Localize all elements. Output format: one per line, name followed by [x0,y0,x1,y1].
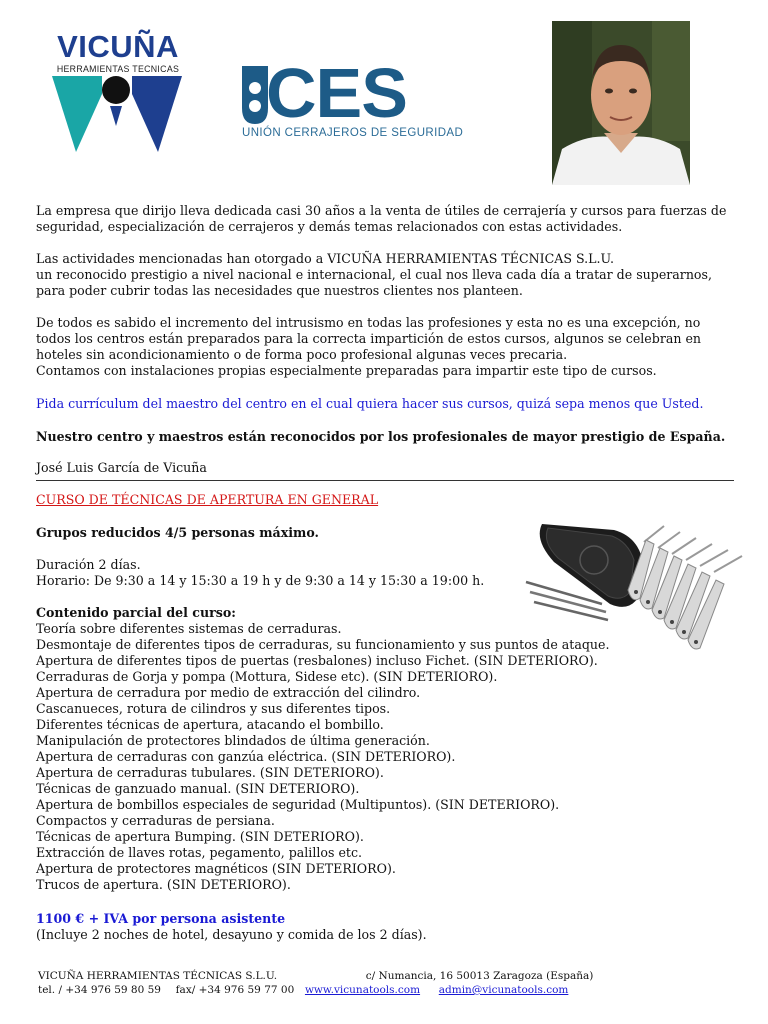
text-line: La empresa que dirijo lleva dedicada casi 30 años a la venta de útiles de cerrajería y cursos para fuerzas de [36,203,727,218]
footer-address: c/ Numancia, 16 50013 Zaragoza (España) [365,970,594,982]
content-item: Apertura de diferentes tipos de puertas (resbalones) incluso Fichet. (SIN DETERIORO). [36,653,598,668]
signature: José Luis García de Vicuña [36,460,207,475]
intro-paragraph-2 [36,251,712,299]
course-price: 1100 € + IVA por persona asistente [36,911,286,926]
vicuna-logo [38,30,198,155]
uces-logo-wordmark: CES [266,54,407,132]
content-item: Teoría sobre diferentes sistemas de cerraduras. [36,621,342,636]
content-item: Compactos y cerraduras de persiana. [36,813,275,828]
content-item: Cascanueces, rotura de cilindros y sus diferentes tipos. [36,701,391,716]
content-item: Apertura de cerradura por medio de extracción del cilindro. [36,685,421,700]
content-item: Cerraduras de Gorja y pompa (Mottura, Sidese etc). (SIN DETERIORO). [36,669,498,684]
footer-company: VICUÑA HERRAMIENTAS TÉCNICAS S.L.U. [38,970,278,982]
content-item: Trucos de apertura. (SIN DETERIORO). [36,877,291,892]
footer-email-link[interactable]: admin@vicunatools.com [438,984,569,996]
course-price-note: (Incluye 2 noches de hotel, desayuno y comida de los 2 días). [36,927,427,942]
content-item: Técnicas de apertura Bumping. (SIN DETERIORO). [36,829,364,844]
content-item: Extracción de llaves rotas, pegamento, palillos etc. [36,845,363,860]
text-line: Contamos con instalaciones propias especialmente preparadas para impartir este tipo de cursos. [36,363,657,378]
text-line: todos los centros están preparados para la correcta impartición de estos cursos, algunos se celebran en [36,331,702,346]
content-item: Técnicas de ganzuado manual. (SIN DETERIORO). [36,781,360,796]
uces-logo [240,54,485,148]
text-line: para poder cubrir todas las necesidades que nuestros clientes nos planteen. [36,283,523,298]
content-item: Apertura de protectores magnéticos (SIN DETERIORO). [36,861,396,876]
course-title: CURSO DE TÉCNICAS DE APERTURA EN GENERAL [36,492,379,507]
vicuna-emblem-icon [52,76,182,152]
content-item: Desmontaje de diferentes tipos de cerraduras, su funcionamiento y sus puntos de ataque. [36,637,610,652]
text-line: seguridad, especialización de cerrajeros y demás temas relacionados con estas actividades. [36,219,623,234]
course-groups: Grupos reducidos 4/5 personas máximo. [36,525,319,540]
intro-paragraph-1 [36,203,726,235]
content-item: Diferentes técnicas de apertura, atacando el bombillo. [36,717,384,732]
footer [38,969,593,997]
intro-paragraph-3 [36,315,701,379]
text-line: hoteles sin acondicionamiento o de forma poco profesional algunas veces precaria. [36,347,568,362]
section-divider [36,480,734,481]
director-portrait [552,21,690,185]
vicuna-logo-name: VICUÑA [57,29,179,64]
footer-phone: tel. / +34 976 59 80 59 [38,984,161,996]
recognition-statement: Nuestro centro y maestros están reconocidos por los profesionales de mayor prestigio de España. [36,429,726,444]
content-item: Apertura de cerraduras tubulares. (SIN DETERIORO). [36,765,384,780]
vicuna-logo-subtitle: HERRAMIENTAS TECNICAS [56,64,180,74]
uces-logo-subtitle: UNIÓN CERRAJEROS DE SEGURIDAD [242,127,464,139]
content-item: Manipulación de protectores blindados de última generación. [36,733,430,748]
lockpick-set-image [524,512,750,664]
text-line: un reconocido prestigio a nivel nacional e internacional, el cual nos lleva cada día a tratar de superarnos, [36,267,712,282]
course-duration: Duración 2 días. [36,557,141,572]
curriculum-note: Pida currículum del maestro del centro en el cual quiera hacer sus cursos, quizá sepa menos que Usted. [36,396,704,411]
content-heading: Contenido parcial del curso: [36,605,236,620]
content-item: Apertura de cerraduras con ganzúa eléctrica. (SIN DETERIORO). [36,749,456,764]
content-item: Apertura de bombillos especiales de seguridad (Multipuntos). (SIN DETERIORO). [36,797,560,812]
course-schedule: Horario: De 9:30 a 14 y 15:30 a 19 h y de 9:30 a 14 y 15:30 a 19:00 h. [36,573,485,588]
footer-website-link[interactable]: www.vicunatools.com [304,984,421,996]
footer-fax: fax/ +34 976 59 77 00 [175,984,295,996]
text-line: Las actividades mencionadas han otorgado a VICUÑA HERRAMIENTAS TÉCNICAS S.L.U. [36,251,614,266]
text-line: De todos es sabido el incremento del intrusismo en todas las profesiones y esta no es una excepción, no [36,315,701,330]
